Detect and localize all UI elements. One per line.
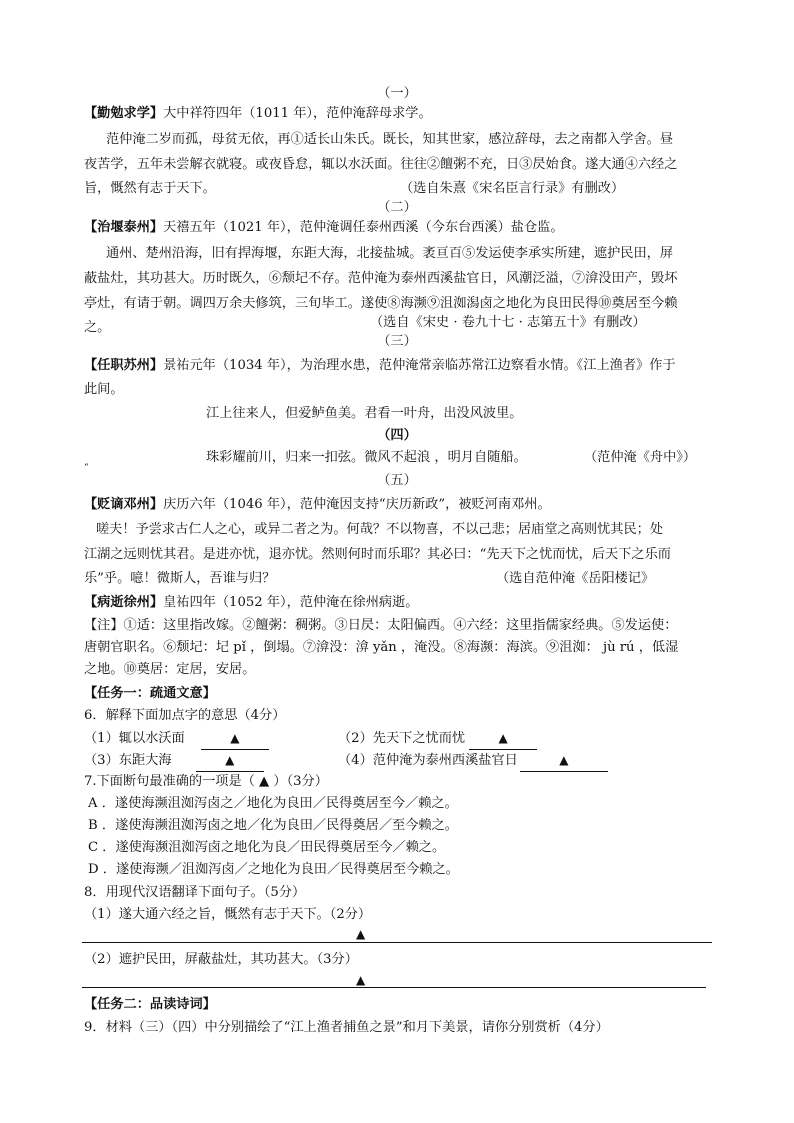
question-8-2: （2）遮护民田，屏蔽盐灶，其功甚大。（3分） [84, 952, 358, 967]
section-6-intro: 皇祐四年（1052 年），范仲淹在徐州病逝。 [163, 595, 419, 610]
section-1-title [84, 104, 432, 124]
triangle-mark: ▲ [225, 753, 235, 767]
notes-line: 【注】①适：这里指改嫁。②饘粥：稠粥。③日昃：太阳偏西。④六经：这里指儒家经典。⑤发运使： [84, 618, 678, 633]
passage-2-line: 通州、楚州沿海，旧有捍海堰，东距大海，北接盐城。袤亘百⑤发运使李承实所建，遮护民田，屏 [106, 246, 674, 261]
triangle-mark: ▲ [498, 731, 508, 745]
triangle-mark: ▲ [356, 973, 366, 987]
triangle-mark: ▲ [230, 731, 240, 745]
section-2-header: 【治堰泰州】 [84, 220, 164, 235]
option-d[interactable]: D ．遂使海濒／沮洳泻卤／之地化为良田／民得奠居至今赖之。 [88, 862, 459, 877]
triangle-mark: ▲ [559, 753, 569, 767]
passage-1-line: 夜苦学，五年未尝解衣就寝。或夜昏怠，辄以水沃面。往往②饘粥不充，日③昃始食。遂大通④六经之 [84, 157, 678, 172]
poem-zhouzhong: 珠彩耀前川，归来一扣弦。微风不起浪 ，明月自随船。 [206, 450, 527, 465]
section-3-header: 【任职苏州】 [84, 358, 164, 373]
section-number-2: （二） [377, 200, 417, 215]
section-5-title [84, 495, 551, 515]
section-number-3: （三） [377, 334, 417, 349]
notes-line: 唐朝官职名。⑥颓圮：圮 pǐ ，倒塌。⑦渰没：渰 yǎn ，淹没。⑧海濒：海滨。⑨沮洳： jù rú ，低湿 [84, 640, 679, 655]
option-c[interactable]: C ．遂使海濒沮洳泻卤之地化为良／田民得奠居至今／赖之。 [88, 840, 446, 855]
section-number-1: （一） [377, 86, 417, 101]
passage-1-line: 范仲淹二岁而孤，母贫无依，再①适长山朱氏。既长，知其世家，感泣辞母，去之南都入学舍。昼 [106, 132, 674, 147]
option-a[interactable]: A ．遂使海濒沮洳泻卤之／地化为良田／民得奠居至今／赖之。 [88, 796, 458, 811]
poem-zhouzhong-source: （范仲淹《舟中》） [584, 450, 697, 465]
section-3-intro: 景祐元年（1034 年），为治理水患，范仲淹常亲临苏常江边察看水情。《江上渔者》作于 [163, 358, 676, 373]
answer-blank-6-1[interactable] [201, 728, 269, 750]
section-6-title [84, 593, 418, 613]
answer-blank-6-4[interactable] [520, 750, 608, 772]
section-5-header: 【贬谪邓州】 [84, 497, 164, 512]
question-6-4 [338, 750, 608, 772]
triangle-mark: ▲ [356, 927, 366, 941]
question-6-3 [84, 750, 264, 772]
section-3-title [84, 356, 676, 376]
passage-1-line: 旨，慨然有志于天下。 [84, 181, 216, 196]
notes-line: 之地。⑩奠居：定居，安居。 [84, 662, 256, 677]
answer-blank-6-2[interactable] [469, 728, 537, 750]
question-9: 9．材料（三）（四）中分别描绘了“江上渔者捕鱼之景”和月下美景，请你分别赏析（4分） [84, 1020, 609, 1035]
section-1-header: 【勤勉求学】 [84, 106, 164, 121]
answer-line-8-1[interactable] [82, 942, 712, 943]
section-number-5: （五） [377, 473, 417, 488]
passage-2-line: 之。 [84, 320, 111, 335]
section-3-intro-cont: 此间。 [84, 382, 124, 397]
poem-jiangshang-yuzhe: 江上往来人，但爱鲈鱼美。君看一叶舟，出没风波里。 [206, 406, 523, 421]
passage-1-source: （选自朱熹《宋名臣言行录》有删改） [400, 181, 625, 196]
passage-5-source: （选自范仲淹《岳阳楼记》 [496, 571, 655, 586]
section-2-intro: 天禧五年（1021 年），范仲淹调任泰州西溪（今东台西溪）盐仓监。 [163, 220, 564, 235]
question-6-4-text: （4）范仲淹为泰州西溪盐官日 [338, 753, 518, 768]
answer-blank-6-3[interactable] [196, 750, 264, 772]
section-6-header: 【病逝徐州】 [84, 595, 164, 610]
stray-mark: “ [84, 463, 89, 473]
passage-2-source: （选自《宋史 · 卷九十七 · 志第五十》有删改） [370, 315, 646, 330]
task-1-header: 【任务一：疏通文意】 [84, 686, 216, 701]
section-1-intro: 大中祥符四年（1011 年），范仲淹辞母求学。 [163, 106, 432, 121]
question-6-1 [84, 728, 269, 750]
section-5-intro: 庆历六年（1046 年），范仲淹因支持“庆历新政”，被贬河南邓州。 [163, 497, 551, 512]
passage-5-line: 江湖之远则忧其君。是进亦忧，退亦忧。然则何时而乐耶？其必曰：“先天下之忧而忧，后天下之乐而 [84, 547, 671, 562]
passage-2-line: 蔽盐灶，其功甚大。历时既久，⑥颓圮不存。范仲淹为泰州西溪盐官日，风潮泛溢，⑦渰没田产，毁坏 [84, 271, 678, 286]
question-6: 6．解释下面加点字的意思（4分） [84, 708, 286, 723]
question-8: 8．用现代汉语翻译下面句子。（5分） [84, 885, 306, 900]
passage-5-line: 乐”乎。噫！微斯人，吾谁与归？ [84, 571, 276, 586]
passage-2-line: 亭灶，有请于朝。调四万余夫修筑，三旬毕工。遂使⑧海濒⑨沮洳潟卤之地化为良田民得⑩奠居至今赖 [84, 296, 678, 311]
question-6-2 [338, 728, 537, 750]
option-b[interactable]: B ．遂使海濒沮洳泻卤之地／化为良田／民得奠居／至今赖之。 [88, 818, 458, 833]
question-6-1-text: （1）辄以水沃面 [84, 731, 185, 746]
question-6-3-text: （3）东距大海 [84, 753, 172, 768]
answer-line-8-2[interactable] [82, 987, 706, 988]
question-6-2-text: （2）先天下之忧而忧 [338, 731, 466, 746]
section-number-4: （四） [377, 428, 417, 443]
task-2-header: 【任务二：品读诗词】 [84, 997, 216, 1012]
question-8-1: （1）遂大通六经之旨，慨然有志于天下。（2分） [84, 907, 372, 922]
passage-5-line: 嗟夫！予尝求古仁人之心，或异二者之为。何哉？不以物喜，不以己悲；居庙堂之高则忧其民；处 [96, 522, 664, 537]
section-2-title [84, 218, 564, 238]
question-7: 7.下面断句最准确的一项是（ ▲ ）（3分） [84, 774, 328, 789]
